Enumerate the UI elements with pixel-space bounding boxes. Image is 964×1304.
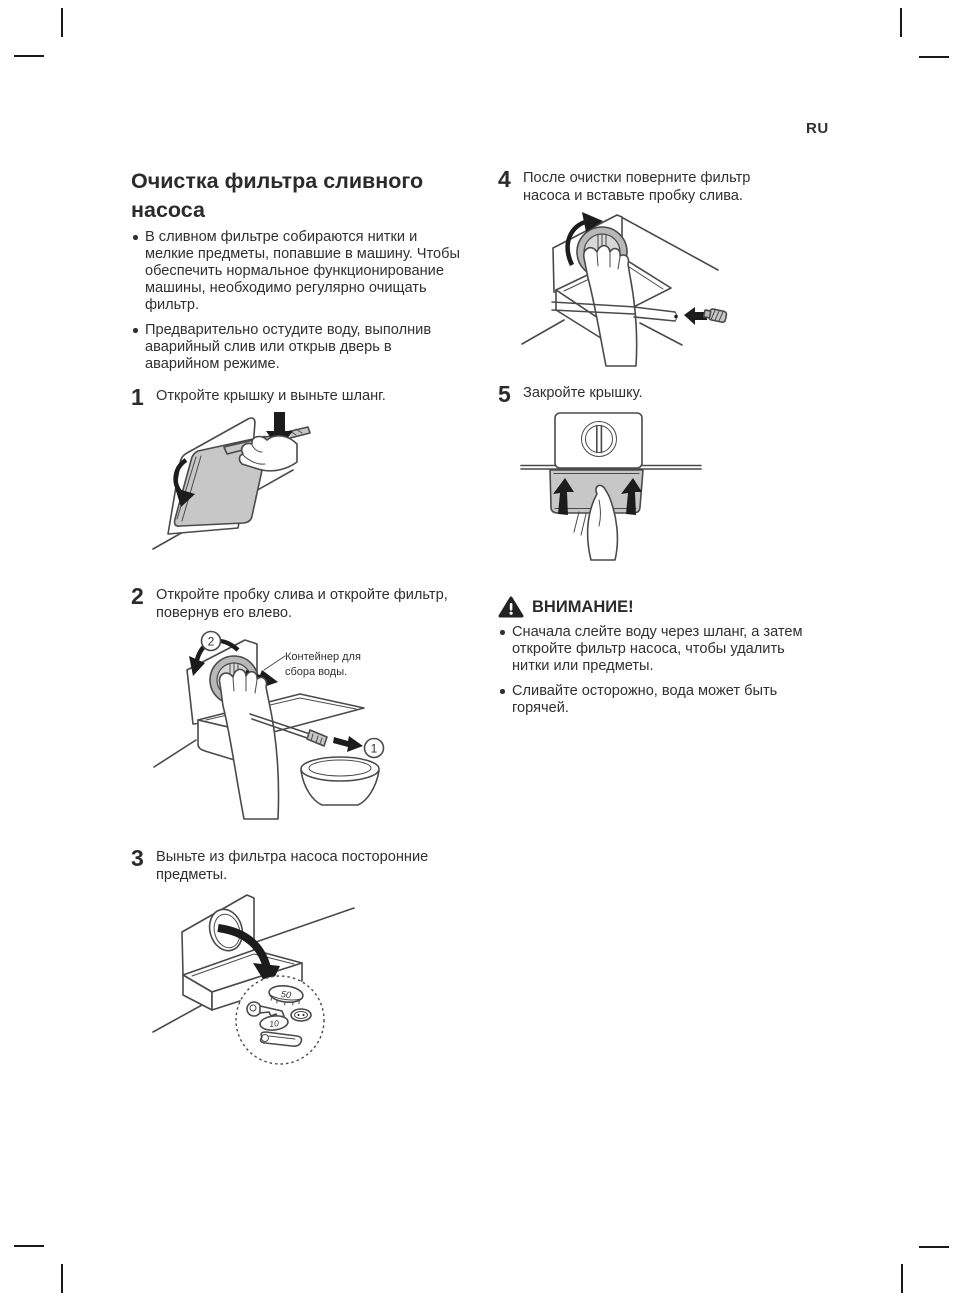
callout-1: 1 xyxy=(370,741,378,756)
warning-bullet: Сначала слейте воду через шланг, а затем откройте фильтр насоса, чтобы удалить нитки или предметы. xyxy=(498,624,822,675)
step-1 xyxy=(131,386,466,408)
step-5 xyxy=(498,383,798,405)
warning-title: ВНИМАНИЕ! xyxy=(532,598,634,616)
coin-50-value: 50 xyxy=(280,988,292,1001)
container-label: Контейнер для сбора воды. xyxy=(285,651,361,678)
step-4-number: 4 xyxy=(498,166,511,192)
intro-bullet: Предварительно остудите воду, выполнив аварийный слив или открыв дверь в аварийном режиме. xyxy=(131,322,461,373)
step-2-number: 2 xyxy=(131,583,144,609)
warning-bullet-list xyxy=(498,624,822,725)
language-code: RU xyxy=(806,120,829,137)
crop-mark xyxy=(901,1264,903,1293)
page-title: Очистка фильтра сливного насоса xyxy=(131,169,424,222)
step-3-illustration xyxy=(150,880,465,1082)
step-5-illustration xyxy=(541,404,706,562)
step-2-text: Откройте пробку слива и откройте фильтр, повернув его влево. xyxy=(156,587,448,621)
drain-hose xyxy=(634,307,675,321)
warning-triangle-icon xyxy=(498,596,524,619)
crop-mark xyxy=(14,55,44,57)
crop-mark xyxy=(919,1246,949,1248)
step-3-number: 3 xyxy=(131,845,144,871)
crop-mark xyxy=(900,8,902,37)
warning-header xyxy=(498,596,634,619)
step-5-number: 5 xyxy=(498,381,511,407)
water-bowl xyxy=(301,757,379,781)
intro-bullet: В сливном фильтре собираются нитки и мелкие предметы, попавшие в машину. Чтобы обеспечить нормальное функционирование машины, необходимо регулярно очищать фильтр. xyxy=(131,229,461,314)
step-4 xyxy=(498,168,798,205)
step-1-illustration xyxy=(150,406,465,566)
step-1-text: Откройте крышку и выньте шланг. xyxy=(156,388,386,404)
drain-plug xyxy=(703,307,727,322)
step-2 xyxy=(131,585,471,622)
step-1-number: 1 xyxy=(131,384,144,410)
crop-mark xyxy=(61,1264,63,1293)
drain-arrow-icon xyxy=(333,736,363,752)
callout-2: 2 xyxy=(207,634,215,649)
button xyxy=(291,1009,311,1021)
machine-edge-line xyxy=(623,218,718,270)
label-leader-line xyxy=(264,656,285,670)
floor-line xyxy=(154,740,196,767)
step-3 xyxy=(131,847,471,884)
step-4-text: После очистки поверните фильтр насоса и вставьте пробку слива. xyxy=(523,170,751,204)
crop-mark xyxy=(14,1245,44,1247)
machine-edge-line xyxy=(256,908,354,942)
floor-line xyxy=(153,1005,202,1032)
floor-line xyxy=(522,320,564,344)
warning-bullet: Сливайте осторожно, вода может быть горячей. xyxy=(498,683,822,717)
intro-bullet-list xyxy=(131,229,461,381)
crop-mark xyxy=(61,8,63,37)
crop-mark xyxy=(919,56,949,58)
step-3-text: Выньте из фильтра насоса посторонние предметы. xyxy=(156,849,429,883)
step-5-text: Закройте крышку. xyxy=(523,385,643,401)
coin-10-value: 10 xyxy=(268,1018,280,1029)
step-4-illustration xyxy=(516,210,761,368)
